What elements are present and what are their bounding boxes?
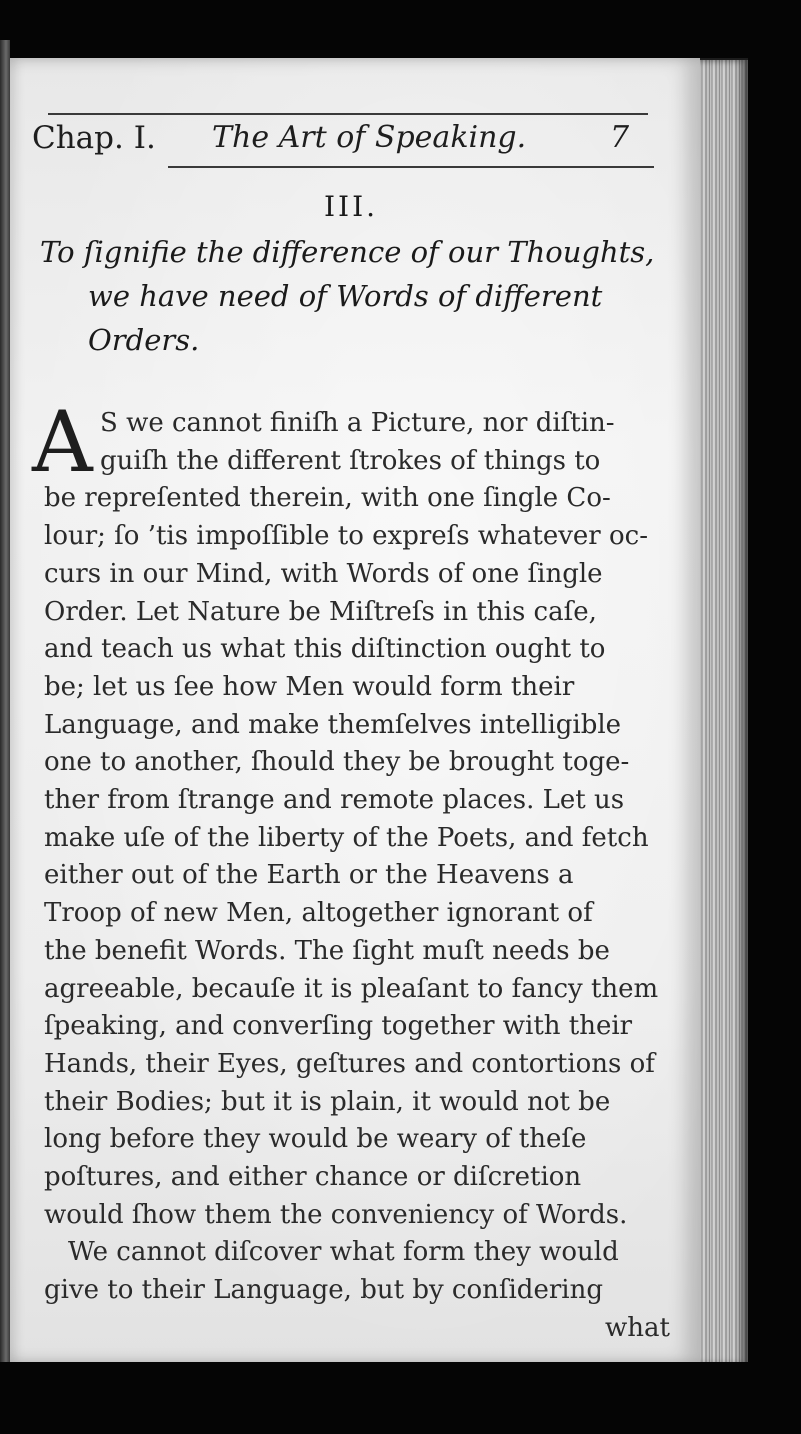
section-title-line: we have need of Words of different [88,279,603,313]
body-line: and teach us what this diſtinction ought to [44,634,606,665]
header-rule-bottom [168,166,654,168]
body-line: poſtures, and either chance or diſcretion [44,1162,582,1193]
body-line: Language, and make themſelves intelligible [44,709,622,740]
body-line: Order. Let Nature be Miſtreſs in this caſe, [44,596,597,627]
running-head-title: The Art of Speaking. [212,120,527,155]
body-line: Hands, their Eyes, geſtures and contortions of [44,1048,655,1079]
body-line: be repreſented therein, with one ſingle Co- [44,483,611,514]
body-line: give to their Language, but by conſidering [44,1275,603,1306]
body-line: agreeable, becauſe it is pleaſant to fancy them [44,973,659,1004]
body-first-lines [44,405,674,480]
section-title [40,230,670,362]
section-title-line: Orders. [88,323,200,357]
body-line: curs in our Mind, with Words of one ſingle [44,558,603,589]
section-number: III. [324,190,379,223]
body-line: either out of the Earth or the Heavens a [44,860,574,891]
background-bottom [0,1362,801,1434]
body-line: be; let us ſee how Men would form their [44,671,575,702]
body-line: guiſh the different ſtrokes of things to [100,445,601,476]
book-cover-edge [0,40,10,1370]
page-number: 7 [610,120,630,155]
body-line: one to another, ſhould they be brought toge- [44,747,630,778]
catchword: what [605,1312,670,1343]
body-line: lour; ſo ’tis impoſſible to expreſs whatever oc- [44,521,648,552]
body-text [44,405,674,1348]
body-line: ſpeaking, and converſing together with their [44,1011,633,1042]
header-rule-top [48,113,648,115]
body-line: their Bodies; but it is plain, it would not be [44,1086,611,1117]
body-line: long before they would be weary of theſe [44,1124,587,1155]
body-line: ther from ſtrange and remote places. Let us [44,785,625,816]
body-line: Troop of new Men, altogether ignorant of [44,898,593,929]
body-line: would ſhow them the conveniency of Words. [44,1199,628,1230]
body-line: We cannot diſcover what form they would [68,1237,619,1268]
running-head-chapter: Chap. I. [32,120,156,156]
body-line: make uſe of the liberty of the Poets, and fetch [44,822,649,853]
drop-cap: A [32,393,93,491]
section-title-line: To ſignifie the difference of our Thoughts, [40,235,655,269]
page-edges-stack [700,60,748,1365]
body-line: the benefit Words. The ſight muſt needs be [44,935,610,966]
body-line: S we cannot finiſh a Picture, nor diſtin- [100,408,615,438]
